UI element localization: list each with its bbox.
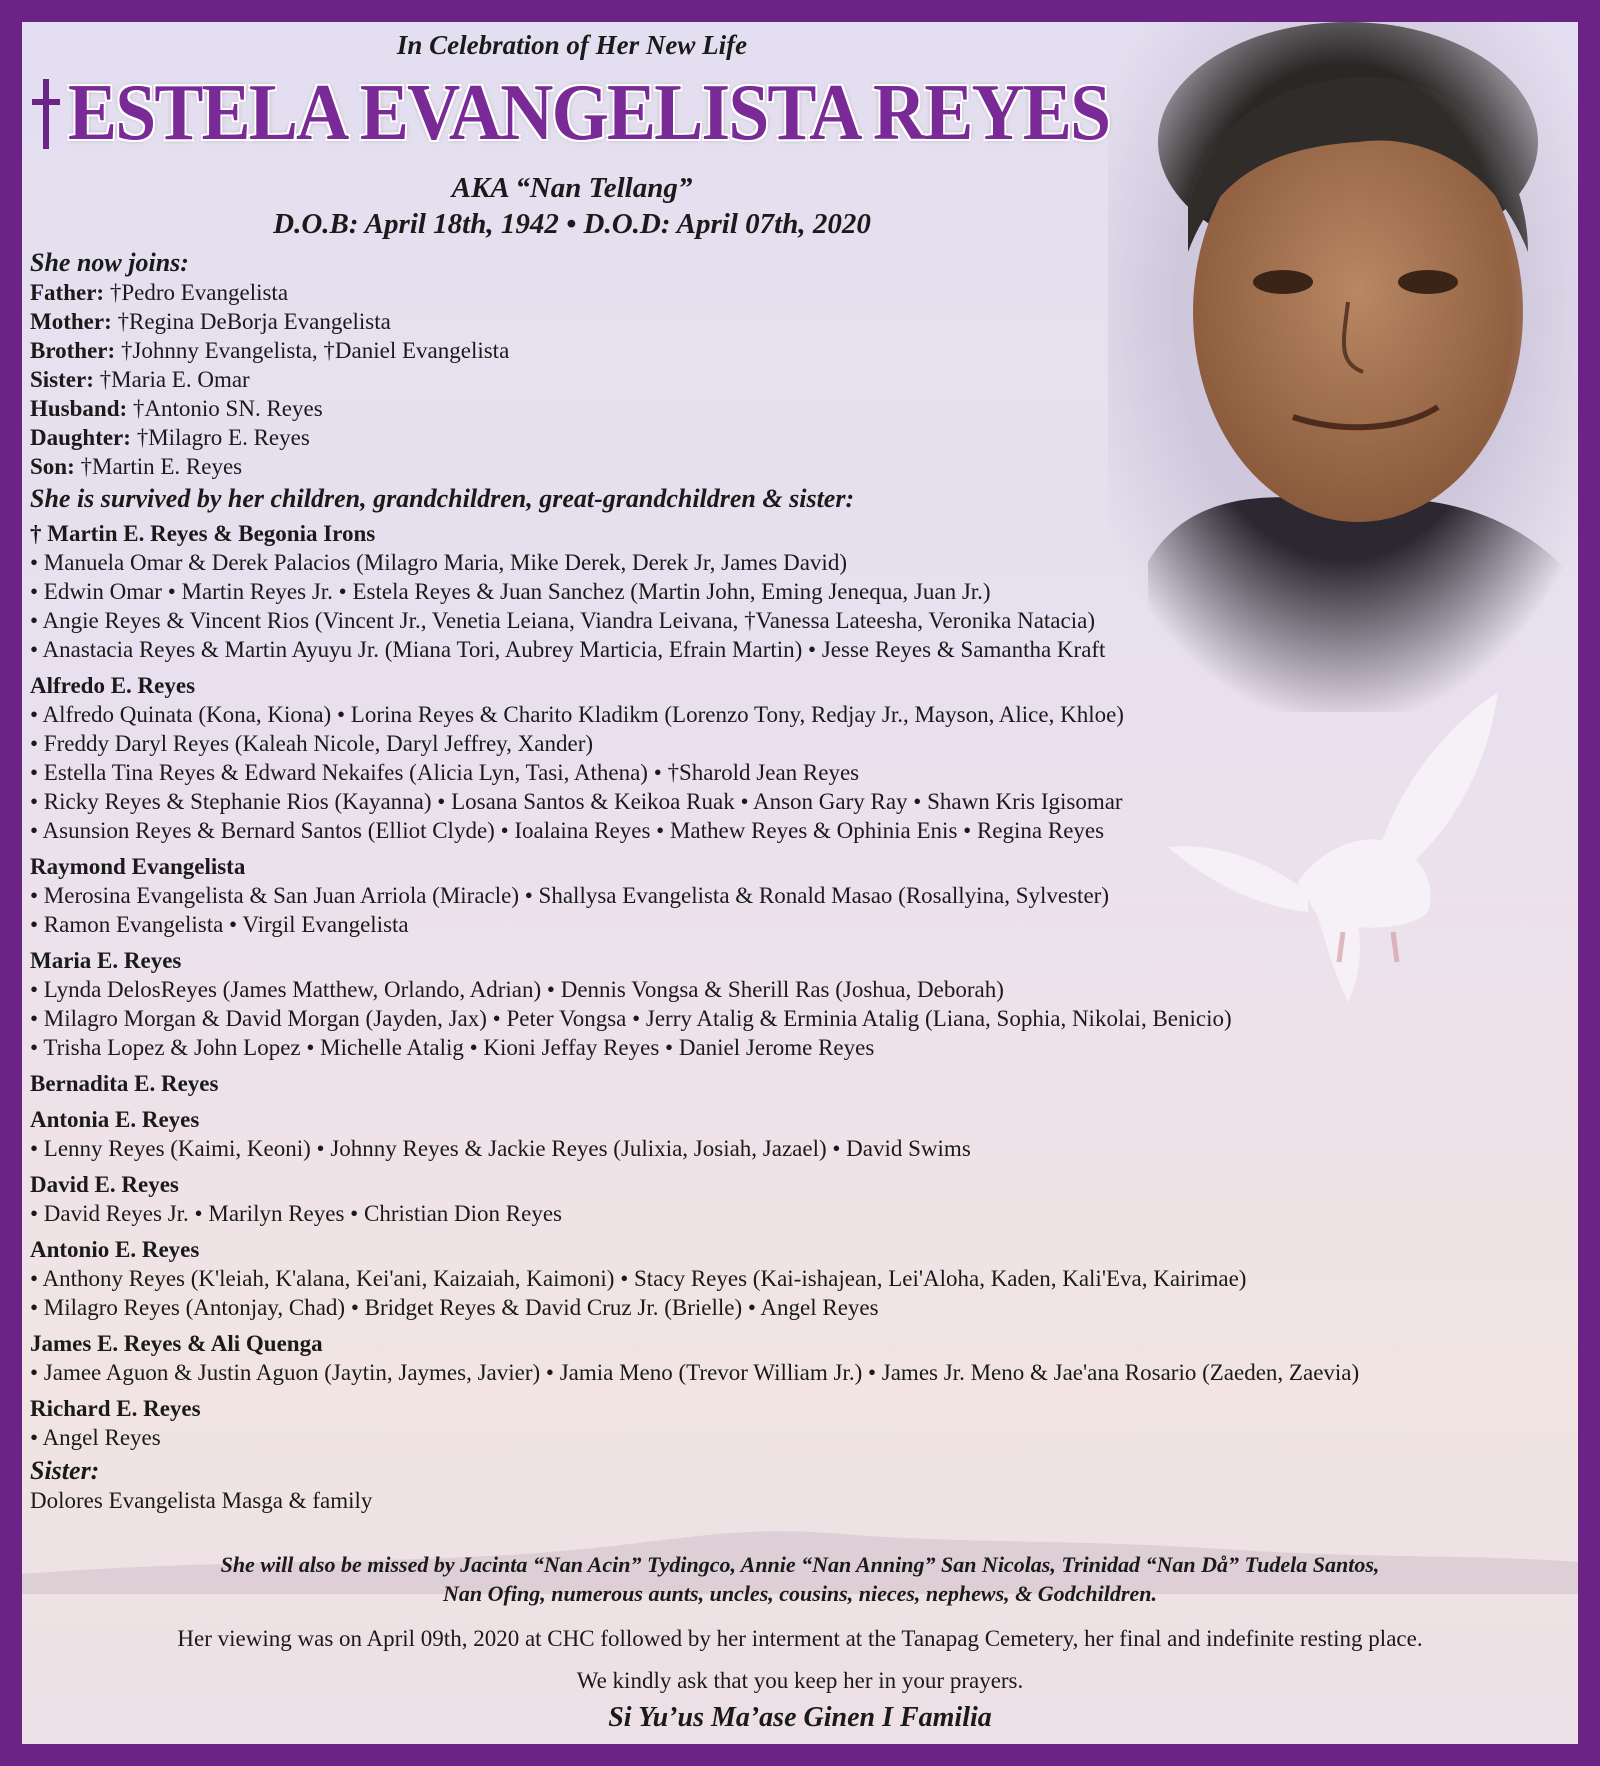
joins-item <box>30 336 1570 365</box>
family-group <box>30 1069 1570 1098</box>
family-group <box>30 1170 1570 1228</box>
family-member-line: • Estella Tina Reyes & Edward Nekaifes (Alicia Lyn, Tasi, Athena) • †Sharold Jean Reyes <box>30 760 860 785</box>
family-head: Raymond Evangelista <box>30 854 246 879</box>
family-group <box>30 1329 1570 1387</box>
family-head: David E. Reyes <box>30 1172 179 1197</box>
relation-value: †Johnny Evangelista, †Daniel Evangelista <box>115 338 510 363</box>
obituary-card <box>22 22 1578 1744</box>
aka-line: AKA “Nan Tellang” <box>451 172 693 204</box>
relation-label: Sister: <box>30 367 94 392</box>
family-member-line: • Jamee Aguon & Justin Aguon (Jaytin, Jaymes, Javier) • Jamia Meno (Trevor William Jr.) • James Jr. Meno & Jae'ana Rosario (Zaeden, Zaevia) <box>30 1360 1360 1385</box>
family-member-line: • Asunsion Reyes & Bernard Santos (Elliot Clyde) • Ioalaina Reyes • Mathew Reyes & Ophinia Enis • Regina Reyes <box>30 818 1105 843</box>
family-member-line: • Freddy Daryl Reyes (Kaleah Nicole, Daryl Jeffrey, Xander) <box>30 731 594 756</box>
relation-value: †Antonio SN. Reyes <box>127 396 323 421</box>
relation-label: Father: <box>30 280 105 305</box>
family-member-line: • Anastacia Reyes & Martin Ayuyu Jr. (Miana Tori, Aubrey Marticia, Efrain Martin) • Jesse Reyes & Samantha Kraft <box>30 637 1106 662</box>
missed-line-2: Nan Ofing, numerous aunts, uncles, cousins, nieces, nephews, & Godchildren. <box>443 1581 1157 1606</box>
prayers-text: We kindly ask that you keep her in your prayers. <box>576 1668 1024 1693</box>
family-member-line: • Alfredo Quinata (Kona, Kiona) • Lorina Reyes & Charito Kladikm (Lorenzo Tony, Redjay Jr., Mayson, Alice, Khloe) <box>30 702 1124 727</box>
viewing-text: Her viewing was on April 09th, 2020 at CHC followed by her interment at the Tanapag Cemetery, her final and indefinite resting place. <box>177 1626 1423 1651</box>
deceased-name: ESTELA EVANGELISTA REYES <box>68 69 1110 157</box>
celebration-heading: In Celebration of Her New Life <box>396 30 748 60</box>
relation-label: Son: <box>30 454 75 479</box>
family-list <box>30 519 1570 1452</box>
family-head: Maria E. Reyes <box>30 948 182 973</box>
survived-heading: She is survived by her children, grandchildren, great-grandchildren & sister: <box>30 484 855 513</box>
family-group <box>30 1394 1570 1452</box>
family-group <box>30 946 1570 1062</box>
missed-by-text <box>22 1550 1578 1608</box>
family-head: Antonia E. Reyes <box>30 1107 200 1132</box>
family-group <box>30 671 1570 845</box>
relation-label: Brother: <box>30 338 116 363</box>
family-head: Bernadita E. Reyes <box>30 1071 219 1096</box>
family-member-line: • Manuela Omar & Derek Palacios (Milagro Maria, Mike Derek, Derek Jr, James David) <box>30 550 847 575</box>
joins-heading: She now joins: <box>30 248 189 277</box>
relation-label: Daughter: <box>30 425 131 450</box>
joins-item <box>30 365 1570 394</box>
relation-value: †Maria E. Omar <box>93 367 250 392</box>
family-group <box>30 519 1570 664</box>
family-member-line: • Edwin Omar • Martin Reyes Jr. • Estela Reyes & Juan Sanchez (Martin John, Eming Jenequa, Juan Jr.) <box>30 579 991 604</box>
family-head: Alfredo E. Reyes <box>30 673 196 698</box>
sister-name: Dolores Evangelista Masga & family <box>30 1488 373 1513</box>
family-member-line: • Ramon Evangelista • Virgil Evangelista <box>30 912 409 937</box>
cross-icon <box>32 79 60 149</box>
family-member-line: • Milagro Morgan & David Morgan (Jayden, Jax) • Peter Vongsa • Jerry Atalig & Erminia Atalig (Liana, Sophia, Nikolai, Benicio) <box>30 1006 1232 1031</box>
family-member-line: • Anthony Reyes (K'leiah, K'alana, Kei'ani, Kaizaiah, Kaimoni) • Stacy Reyes (Kai-ishajean, Lei'Aloha, Kaden, Kali'Eva, Kairimae) <box>30 1266 1247 1291</box>
relation-value: †Martin E. Reyes <box>74 454 243 479</box>
family-member-line: • Lenny Reyes (Kaimi, Keoni) • Johnny Reyes & Jackie Reyes (Julixia, Josiah, Jazael) • David Swims <box>30 1136 971 1161</box>
joins-item <box>30 452 1570 481</box>
joins-item <box>30 394 1570 423</box>
relation-value: †Regina DeBorja Evangelista <box>111 309 391 334</box>
family-member-line: • David Reyes Jr. • Marilyn Reyes • Christian Dion Reyes <box>30 1201 563 1226</box>
family-member-line: • Milagro Reyes (Antonjay, Chad) • Bridget Reyes & David Cruz Jr. (Brielle) • Angel Reyes <box>30 1295 879 1320</box>
birth-death-dates: D.O.B: April 18th, 1942 • D.O.D: April 07th, 2020 <box>273 208 871 240</box>
family-member-line: • Lynda DelosReyes (James Matthew, Orlando, Adrian) • Dennis Vongsa & Sherill Ras (Joshua, Deborah) <box>30 977 1004 1002</box>
family-head: Richard E. Reyes <box>30 1396 201 1421</box>
family-group <box>30 1105 1570 1163</box>
family-group <box>30 1235 1570 1322</box>
family-head: † Martin E. Reyes & Begonia Irons <box>30 521 376 546</box>
joins-item <box>30 307 1570 336</box>
family-group <box>30 852 1570 939</box>
relation-label: Mother: <box>30 309 112 334</box>
relation-value: †Pedro Evangelista <box>104 280 289 305</box>
family-member-line: • Merosina Evangelista & San Juan Arriola (Miracle) • Shallysa Evangelista & Ronald Masao (Rosallyina, Sylvester) <box>30 883 1109 908</box>
joins-list <box>30 278 1570 481</box>
relation-label: Husband: <box>30 396 128 421</box>
family-member-line: • Trisha Lopez & John Lopez • Michelle Atalig • Kioni Jeffay Reyes • Daniel Jerome Reyes <box>30 1035 875 1060</box>
name-banner <box>32 68 1200 159</box>
obituary-body <box>30 248 1570 1515</box>
family-head: James E. Reyes & Ali Quenga <box>30 1331 323 1356</box>
missed-line-1: She will also be missed by Jacinta “Nan Acin” Tydingco, Annie “Nan Anning” San Nicolas, Trinidad “Nan Då” Tudela Santos, <box>220 1552 1380 1577</box>
joins-item <box>30 423 1570 452</box>
sister-heading: Sister: <box>30 1456 100 1485</box>
family-member-line: • Angel Reyes <box>30 1425 161 1450</box>
family-head: Antonio E. Reyes <box>30 1237 200 1262</box>
family-member-line: • Ricky Reyes & Stephanie Rios (Kayanna) • Losana Santos & Keikoa Ruak • Anson Gary Ray • Shawn Kris Igisomar <box>30 789 1123 814</box>
family-member-line: • Angie Reyes & Vincent Rios (Vincent Jr., Venetia Leiana, Viandra Leivana, †Vanessa Lateesha, Veronika Natacia) <box>30 608 1095 633</box>
joins-item <box>30 278 1570 307</box>
closing-text: Si Yu’us Ma’ase Ginen I Familia <box>608 1702 992 1733</box>
relation-value: †Milagro E. Reyes <box>130 425 310 450</box>
